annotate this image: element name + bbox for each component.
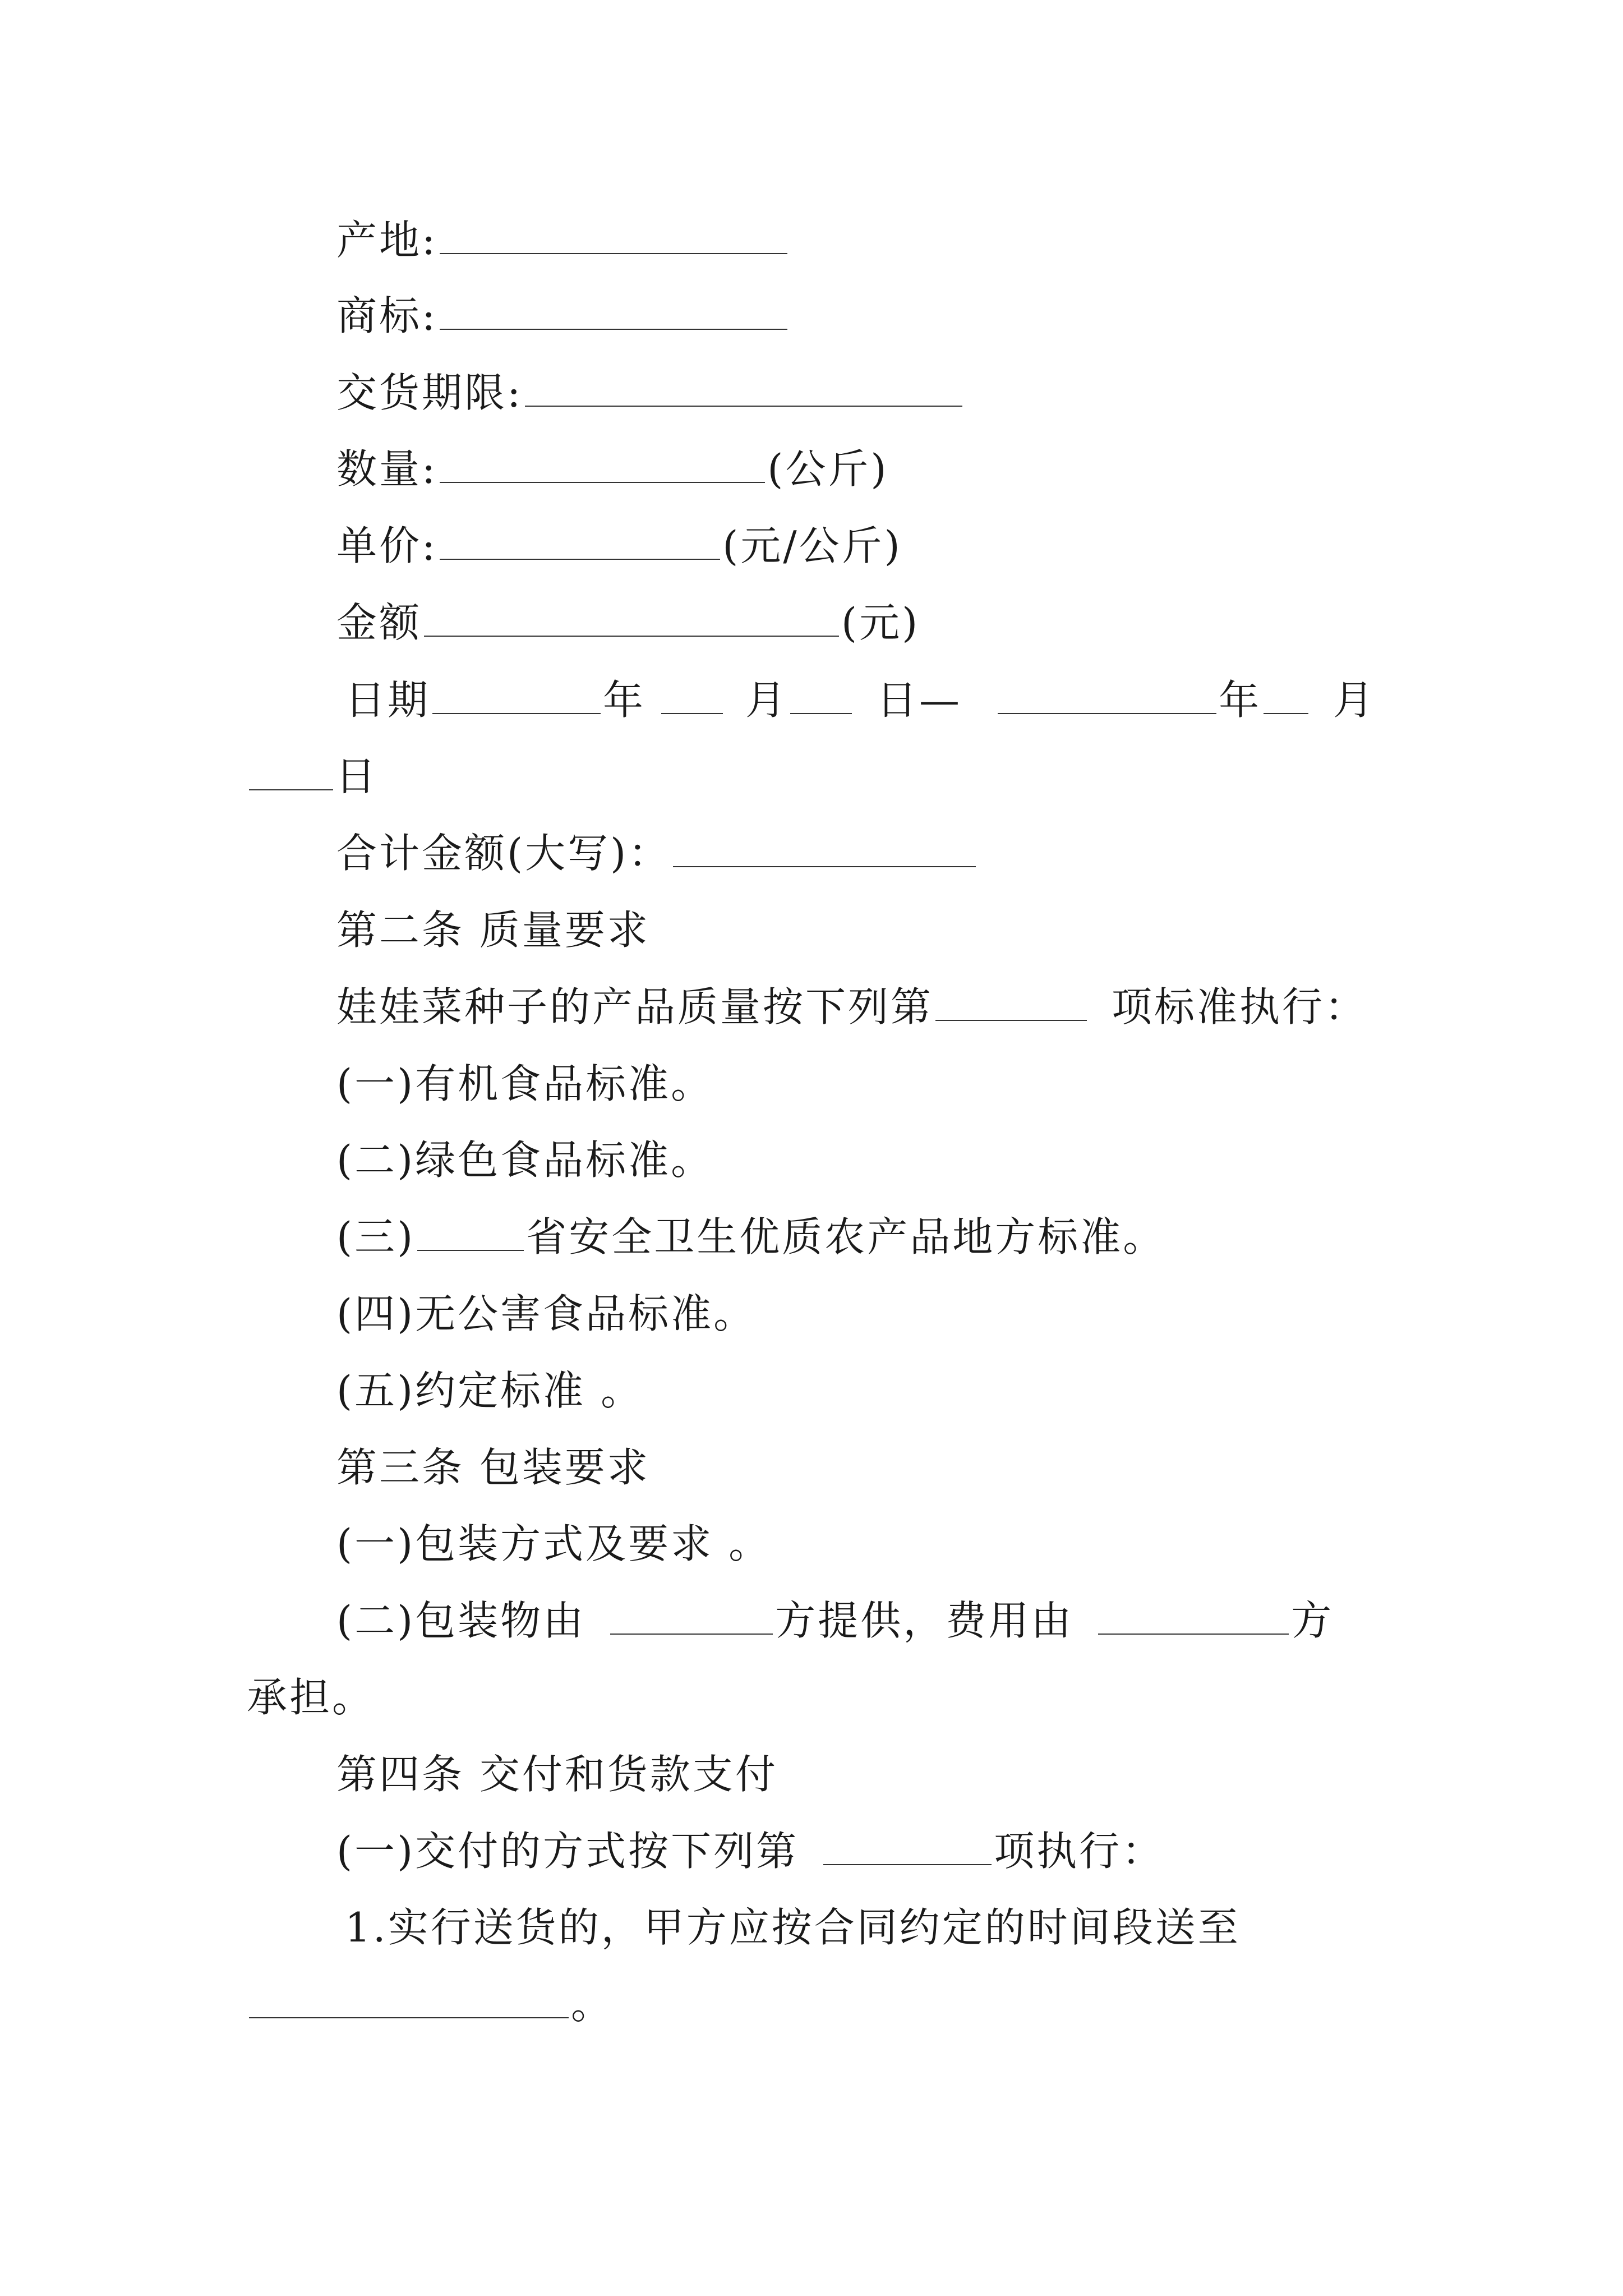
quantity-blank (440, 445, 765, 483)
total-label: 合计金额(大写)： (336, 830, 671, 877)
article2-intro-b: 项标准执行： (1112, 983, 1368, 1030)
date-line-cont (247, 749, 378, 803)
article3-item-2-a: (二)包装物由 (336, 1597, 586, 1644)
trademark-blank (440, 292, 787, 330)
standard-choice-blank (935, 983, 1087, 1021)
origin-label: 产地: (336, 217, 438, 264)
article2-item-4: (四)无公害食品标准。 (336, 1290, 757, 1337)
start-month-blank (661, 676, 723, 714)
article3-item-2-cont: 承担。 (247, 1674, 375, 1721)
cost-bearer-blank (1098, 1596, 1289, 1635)
end-month-blank (1264, 676, 1308, 714)
article4-item-1 (336, 1824, 1164, 1878)
origin-line (336, 213, 790, 267)
end-year-blank (998, 676, 1216, 714)
article2-item-3-prefix: (三) (336, 1213, 416, 1260)
trademark-line (336, 289, 790, 343)
article4-heading: 第四条 交付和货款支付 (336, 1751, 778, 1798)
unit-price-unit: (元/公斤) (722, 522, 902, 569)
delivery-location-blank (249, 1980, 569, 2018)
amount-label: 金额 (336, 599, 422, 646)
end-year-label: 年 (1219, 677, 1262, 724)
article2-item-3-tail: 省安全卫生优质农产品地方标准。 (526, 1213, 1166, 1260)
article3-item-1: (一)包装方式及要求 。 (336, 1520, 772, 1567)
article3-item-2-b: 方提供，费用由 (775, 1597, 1074, 1644)
article2-item-1: (一)有机食品标准。 (336, 1060, 714, 1107)
article4-sub-1-cont (247, 1977, 614, 2031)
article4-sub-1-end: 。 (571, 1981, 614, 2028)
amount-unit: (元) (841, 599, 920, 646)
article4-sub-1: 1.实行送货的，甲方应按合同约定的时间段送至 (345, 1904, 1241, 1951)
unit-price-line (336, 519, 902, 573)
end-day-blank (249, 752, 333, 790)
quantity-line (336, 442, 888, 496)
origin-blank (440, 216, 787, 254)
article4-item-1-b: 项执行： (994, 1828, 1165, 1875)
article3-item-2 (336, 1594, 1334, 1648)
total-line (336, 826, 978, 880)
article2-item-5: (五)约定标准 。 (336, 1367, 644, 1414)
start-day-label: 日— (877, 677, 962, 724)
start-year-blank (432, 676, 601, 714)
unit-price-label: 单价: (336, 522, 438, 569)
article2-intro-a: 娃娃菜种子的产品质量按下列第 (336, 983, 934, 1030)
quantity-unit: (公斤) (767, 445, 889, 493)
quantity-label: 数量: (336, 445, 438, 493)
amount-line (336, 596, 920, 650)
packaging-provider-blank (610, 1596, 773, 1635)
start-day-blank (790, 676, 852, 714)
article3-heading: 第三条 包装要求 (336, 1444, 650, 1491)
total-blank (673, 829, 976, 867)
date-line (345, 673, 1376, 727)
start-year-label: 年 (603, 677, 646, 724)
delivery-method-blank (823, 1827, 992, 1865)
article2-heading: 第二条 质量要求 (336, 907, 650, 954)
delivery-period-label: 交货期限: (336, 369, 523, 416)
article2-item-3 (336, 1210, 1165, 1264)
article2-intro (336, 980, 1367, 1034)
date-label: 日期 (345, 677, 431, 724)
amount-blank (424, 599, 839, 637)
delivery-period-line (336, 366, 965, 420)
end-month-label: 月 (1333, 677, 1376, 724)
article4-item-1-a: (一)交付的方式按下列第 (336, 1828, 799, 1875)
article2-item-2: (二)绿色食品标准。 (336, 1137, 714, 1184)
article3-item-2-c: 方 (1291, 1597, 1334, 1644)
start-month-label: 月 (745, 677, 789, 724)
trademark-label: 商标: (336, 292, 438, 339)
delivery-period-blank (525, 369, 962, 407)
end-day-label: 日 (335, 753, 379, 800)
unit-price-blank (440, 522, 720, 560)
province-blank (417, 1213, 524, 1251)
